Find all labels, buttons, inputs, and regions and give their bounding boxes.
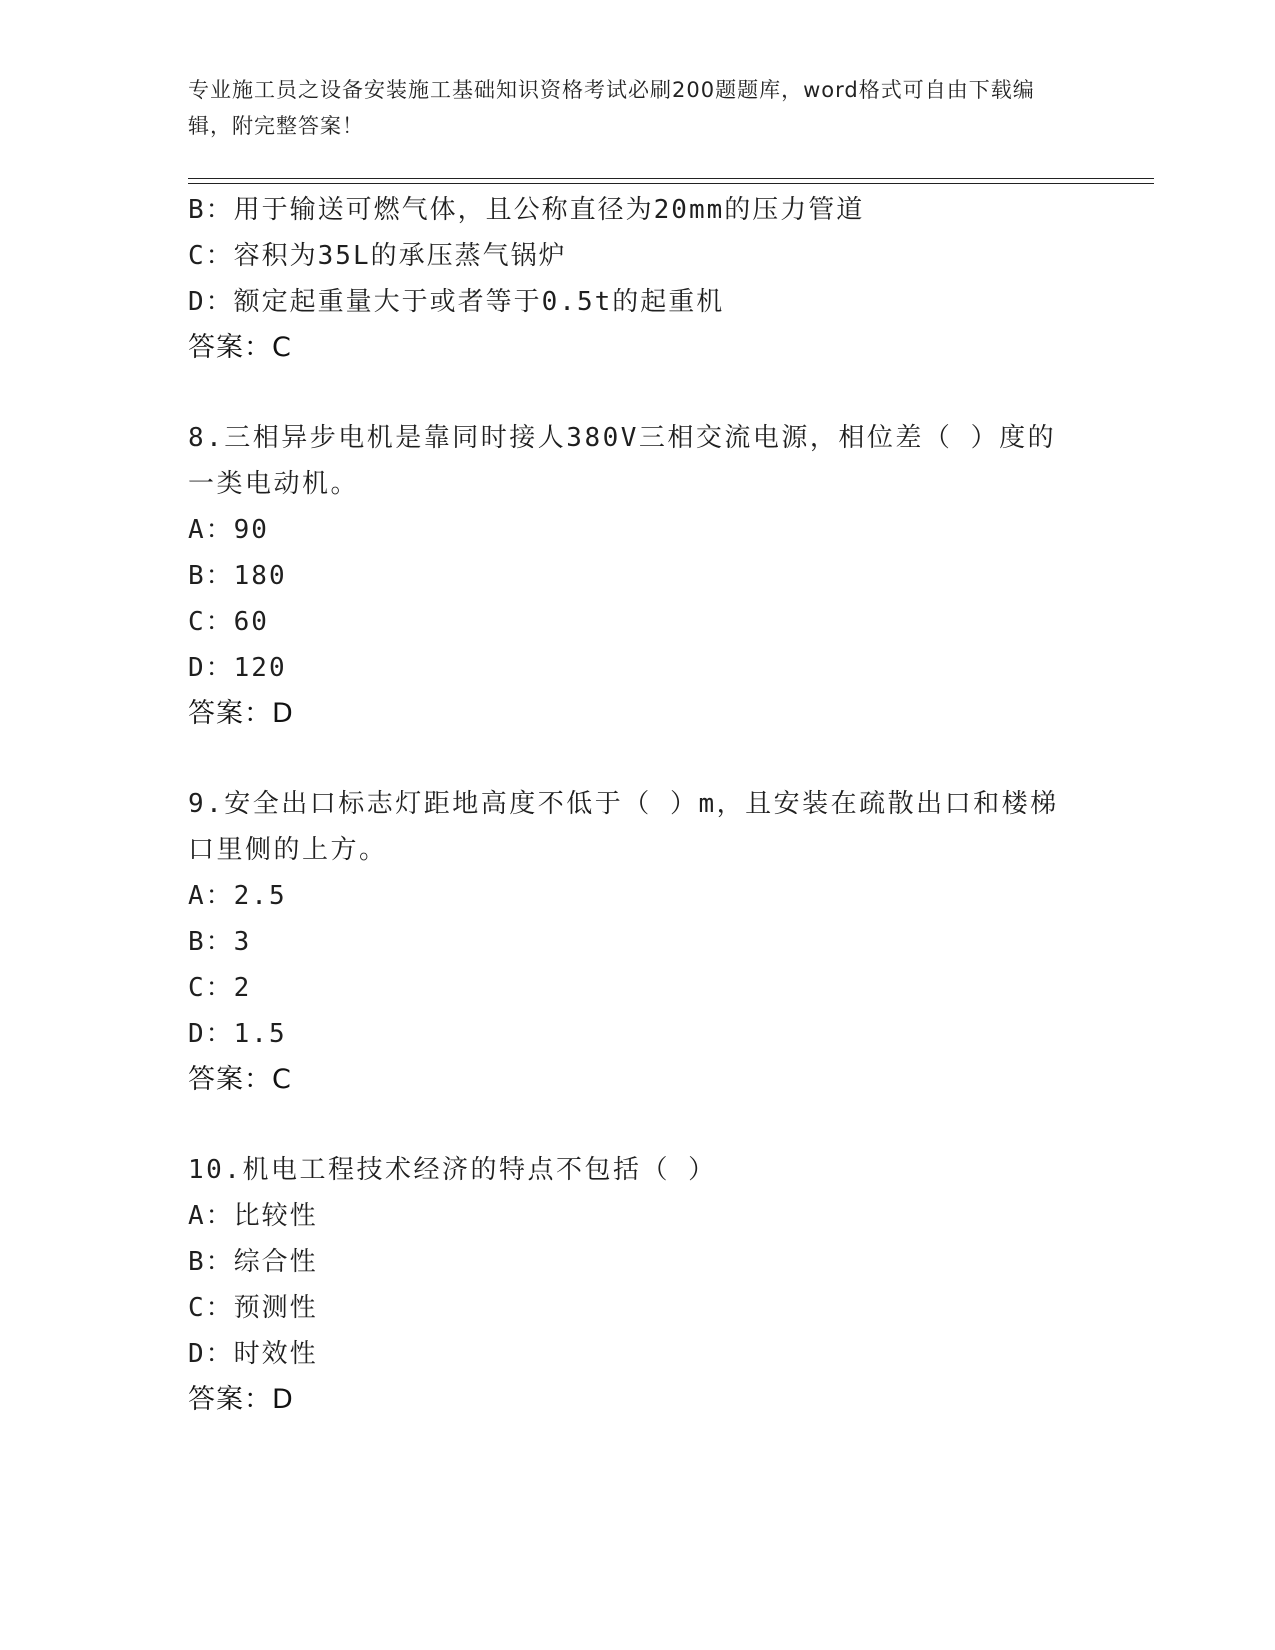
option-b: B：3: [188, 927, 252, 957]
option-b: B：用于输送可燃气体，且公称直径为20mm的压力管道: [188, 195, 865, 225]
option-c: C：2: [188, 973, 252, 1003]
spacer: [188, 371, 1088, 415]
answer-line: 答案：D: [188, 698, 294, 729]
document-header: 专业施工员之设备安装施工基础知识资格考试必刷200题题库，word格式可自由下载编辑，附完整答案！: [188, 78, 1035, 138]
option-b: B：综合性: [188, 1247, 318, 1277]
answer-line: 答案：D: [188, 1384, 294, 1415]
question-stem: 8.三相异步电机是靠同时接人380V三相交流电源，相位差（ ）度的一类电动机。: [188, 423, 1057, 499]
option-c: C：容积为35L的承压蒸气锅炉: [188, 241, 567, 271]
question-list: [188, 187, 1088, 1423]
answer-line: 答案：C: [188, 332, 292, 363]
spacer: [188, 1103, 1088, 1147]
option-d: D：额定起重量大于或者等于0.5t的起重机: [188, 287, 725, 317]
header-divider-top: [188, 178, 1154, 179]
option-a: A：90: [188, 515, 269, 545]
spacer: [188, 737, 1088, 781]
option-d: D：时效性: [188, 1339, 318, 1369]
option-d: D：1.5: [188, 1019, 287, 1049]
option-d: D：120: [188, 653, 287, 683]
option-b: B：180: [188, 561, 287, 591]
header-divider-bottom: [188, 183, 1154, 184]
question-9: [188, 781, 1088, 1103]
option-c: C：预测性: [188, 1293, 318, 1323]
answer-line: 答案：C: [188, 1064, 292, 1095]
option-a: A：比较性: [188, 1201, 318, 1231]
question-stem: 9.安全出口标志灯距地高度不低于（ ）m，且安装在疏散出口和楼梯口里侧的上方。: [188, 789, 1059, 865]
option-c: C：60: [188, 607, 269, 637]
question-stem: 10.机电工程技术经济的特点不包括（ ）: [188, 1155, 717, 1185]
option-a: A：2.5: [188, 881, 287, 911]
carryover-block: [188, 187, 1088, 371]
question-8: [188, 415, 1088, 737]
question-10: [188, 1147, 1088, 1423]
